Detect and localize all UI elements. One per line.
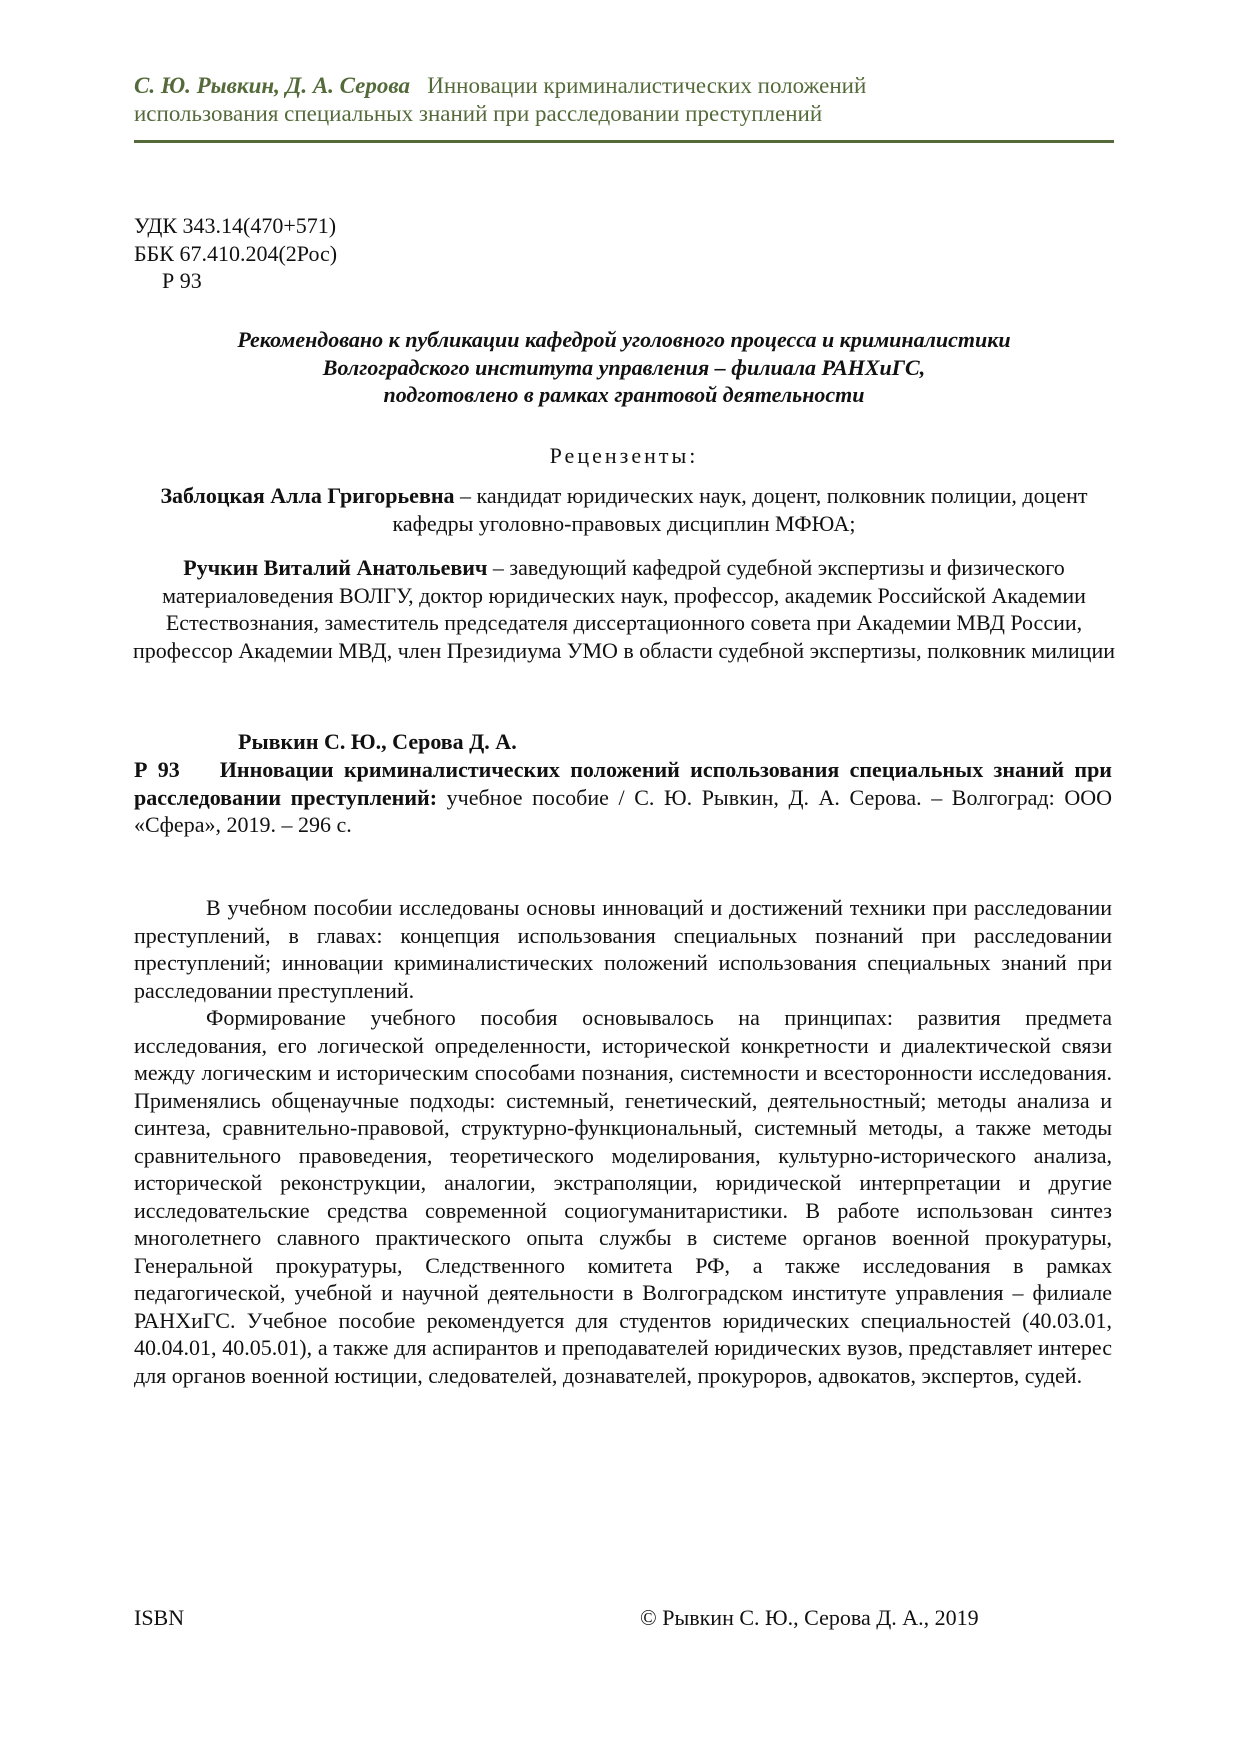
bibliography-code: Р 93 [134, 757, 180, 782]
reviewers-heading: Рецензенты: [549, 443, 699, 468]
bbk-code: ББК 67.410.204(2Рос) [134, 240, 338, 266]
udk-code: УДК 343.14(470+571) [134, 213, 337, 238]
header-title-part1: Инновации криминалистических положений [427, 73, 867, 98]
recommendation-note [134, 326, 1114, 409]
abstract [134, 894, 1112, 1389]
abstract-paragraph-1: В учебном пособии исследованы основы инноваций и достижений техники при расследовании преступлений, в главах: концепция использования специальных познаний при расследовании преступлений; инновации криминалистических положений использования специальных знаний при расследовании преступлений. [134, 895, 1112, 1003]
reviewer-2-description: – заведующий кафедрой судебной экспертизы и физического материаловедения ВОЛГУ, доктор юридических наук, профессор, академик Российской Академии Естествознания, заместитель председателя диссертационного совета при Академии МВД России, профессор Академии МВД, член Президиума УМО в области судебной экспертизы, полковник милиции [132, 555, 1115, 663]
copyright-notice: © Рывкин С. Ю., Серова Д. А., 2019 [640, 1605, 979, 1630]
reviewer-1-description: – кандидат юридических наук, доцент, полковник полиции, доцент кафедры уголовно-правовых дисциплин МФЮА; [392, 483, 1088, 536]
header-authors: С. Ю. Рывкин, Д. А. Серова [134, 73, 411, 98]
reviewer-1 [130, 482, 1118, 537]
bibliography-authors: Рывкин С. Ю., Серова Д. А. [238, 729, 517, 754]
recommendation-line-2: Волгоградского института управления – филиала РАНХиГС, [322, 354, 926, 380]
classification-block [134, 212, 337, 295]
abstract-paragraph-2: Формирование учебного пособия основывалось на принципах: развития предмета исследования, его логической определенности, исторической конкретности и диалектической связи между логическим и историческим способами познания, системности и всесторонности исследования. Применялись общенаучные подходы: системный, генетический, деятельностный; методы анализа и синтеза, сравнительно-правовой, структурно-функциональный, системный методы, а также методы сравнительного правоведения, теоретического моделирования, культурно-исторического анализа, исторической реконструкции, аналогии, экстраполяции, юридической интерпретации и другие исследовательские средства современной социогуманитаристики. В работе использован синтез многолетнего славного практического опыта службы в системе органов военной прокуратуры, Генеральной прокуратуры, Следственного комитета РФ, а также исследования в рамках педагогической, учебной и научной деятельности в Волгоградском институте управления – филиале РАНХиГС. Учебное пособие рекомендуется для студентов юридических специальностей (40.03.01, 40.04.01, 40.05.01), а также для аспирантов и преподавателей юридических вузов, представляет интерес для органов военной юстиции, следователей, дознавателей, прокуроров, адвокатов, экспертов, судей. [134, 1005, 1112, 1388]
header-title-part2: использования специальных знаний при расследовании преступлений [134, 101, 823, 126]
reviewer-1-name: Заблоцкая Алла Григорьевна [160, 483, 455, 508]
author-mark: Р 93 [162, 268, 202, 293]
running-header [134, 72, 1114, 128]
bibliography-title: Инновации криминалистических положений использования специальных знаний при расследовании преступлений: [134, 757, 1112, 810]
recommendation-line-1: Рекомендовано к публикации кафедрой уголовного процесса и криминалистики [237, 327, 1011, 352]
header-divider [134, 140, 1114, 143]
bibliography-entry [134, 756, 1112, 839]
reviewer-2-name: Ручкин Виталий Анатольевич [183, 555, 488, 580]
reviewer-2 [130, 554, 1118, 664]
recommendation-line-3: подготовлено в рамках грантовой деятельности [383, 382, 865, 407]
bibliography-publication: учебное пособие / С. Ю. Рывкин, Д. А. Серова. – Волгоград: ООО «Сфера», 2019. – 296 с. [134, 784, 1113, 837]
isbn-label: ISBN [134, 1605, 185, 1630]
